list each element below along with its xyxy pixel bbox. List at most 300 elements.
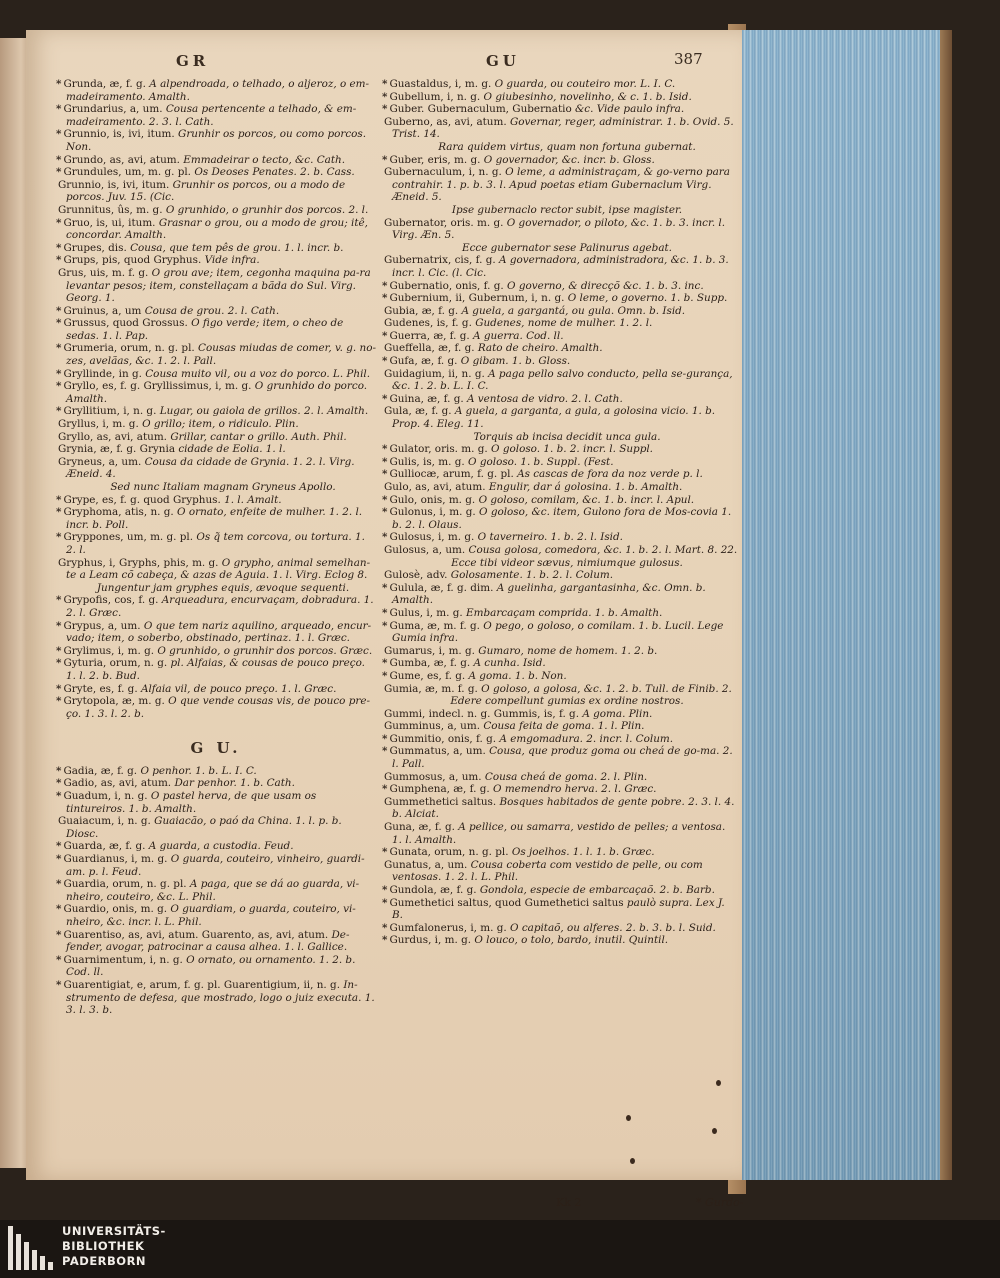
entry-asterisk: * <box>56 367 62 380</box>
entry-asterisk: * <box>382 732 388 745</box>
dictionary-entry <box>56 790 376 815</box>
entry-definition: O memendro herva. 2. l. Græc. <box>493 783 657 796</box>
entry-headword: Gadio, as, avi, atum. <box>63 777 172 790</box>
entry-asterisk: * <box>56 594 62 607</box>
dictionary-entry <box>382 620 738 645</box>
book-page <box>26 30 744 1209</box>
dictionary-entry <box>382 468 738 481</box>
dictionary-entry <box>382 821 738 846</box>
dictionary-entry <box>56 242 376 255</box>
entry-asterisk: * <box>382 934 388 947</box>
entry-asterisk: * <box>56 216 62 229</box>
entry-headword: Grunnio, is, ivi, itum. <box>63 128 175 141</box>
dictionary-entry <box>56 217 376 242</box>
entry-headword: Grype, es, f. g. quod Gryphus. <box>63 493 221 506</box>
page-text <box>56 50 746 1209</box>
quotation-line: Sed nunc Italiam magnam Gryneus Apollo. <box>110 481 336 493</box>
entry-headword: Gurdus, i, m. g. <box>389 934 472 947</box>
entry-headword: Gundola, æ, f. g. <box>389 884 477 896</box>
dictionary-entry <box>382 569 738 582</box>
dictionary-entry <box>382 708 738 721</box>
entry-asterisk: * <box>56 531 62 544</box>
entry-headword: Guna, æ, f. g. <box>384 821 455 834</box>
entry-definition: Emmadeirar o tecto, &c. Cath. <box>183 153 346 166</box>
entry-headword: Gadia, æ, f. g. <box>63 764 138 777</box>
entry-headword: Guardianus, i, m. g. <box>63 853 168 866</box>
entry-asterisk: * <box>56 619 62 632</box>
dictionary-entry <box>56 594 376 619</box>
dictionary-entry <box>56 878 376 903</box>
entry-asterisk: * <box>56 304 62 317</box>
dictionary-entry <box>56 128 376 153</box>
entry-asterisk: * <box>382 783 388 796</box>
entry-headword: Gyturia, orum, n. g. <box>63 657 168 670</box>
dictionary-entry <box>56 557 376 582</box>
book-spine-edge <box>940 30 952 1180</box>
entry-definition: O grypho, animal semelhan-te a Leam cõ cabeça, & azas de Aguia. 1. l. Virg. Eclog 8. <box>66 556 371 582</box>
dictionary-entry <box>56 531 376 556</box>
entry-headword: Gubellum, i, n. g. <box>389 90 481 103</box>
dictionary-entry <box>382 720 738 733</box>
entry-headword: Grussus, quod Grossus. <box>63 317 188 330</box>
dictionary-entry <box>56 695 376 720</box>
entry-asterisk: * <box>56 928 62 941</box>
dictionary-entry <box>382 531 738 544</box>
entry-asterisk: * <box>382 657 388 670</box>
entry-definition: In-strumento de defesa, que mostrado, logo o juiz executa. 1. 3. l. 3. b. <box>66 978 375 1017</box>
quotation-line: Ecce tibi videor sævus, nimiumque gulosus. <box>451 556 683 569</box>
library-name-line3: PADERBORN <box>62 1254 147 1268</box>
entry-definition: Engulir, dar á golosina. 1. b. Amalth. <box>488 481 683 493</box>
entry-asterisk: * <box>382 443 388 456</box>
entry-definition: A guelinha, gargantasinha, &c. Omn. b. Amalth. <box>392 581 706 607</box>
entry-definition: Gudenes, nome de mulher. 1. 2. l. <box>475 317 653 330</box>
dictionary-entry <box>56 267 376 305</box>
entry-definition: A guarda, a custodia. Feud. <box>148 840 294 853</box>
entry-asterisk: * <box>382 392 388 405</box>
dictionary-entry <box>382 393 738 406</box>
quotation-line: Ecce gubernator sese Palinurus agebat. <box>461 241 672 254</box>
entry-headword: Grups, pis, quod Gryphus. <box>63 254 202 267</box>
dictionary-entry <box>382 922 738 935</box>
dictionary-entry <box>382 103 738 116</box>
entry-headword: Grylimus, i, m. g. <box>63 644 155 657</box>
entry-headword: Guastaldus, i, m. g. <box>389 78 492 90</box>
entry-headword: Gummosus, a, um. <box>384 770 482 783</box>
quotation-line: Ipse gubernaclo rector subit, ipse magister. <box>451 203 683 216</box>
dictionary-entry <box>382 305 738 318</box>
entry-asterisk: * <box>56 764 62 777</box>
entry-headword: Gulliocæ, arum, f. g. pl. <box>389 468 514 481</box>
entry-asterisk: * <box>382 846 388 859</box>
entry-definition: O que vende cousas vis, de pouco pre-ço. 1. 3. l. 2. b. <box>66 695 370 720</box>
entry-headword: Guarda, æ, f. g. <box>63 840 146 853</box>
entry-asterisk: * <box>56 380 62 393</box>
entry-definition: O ornato, enfeite de mulher. 1. 2. l. incr. b. Poll. <box>66 506 363 531</box>
dictionary-entry <box>382 934 738 947</box>
entry-headword: Gubernatio, onis, f. g. <box>389 279 504 292</box>
entry-asterisk: * <box>56 405 62 418</box>
entry-headword: Gunata, orum, n. g. pl. <box>389 846 509 859</box>
dictionary-entry <box>56 645 376 658</box>
entry-asterisk: * <box>56 853 62 866</box>
entry-headword: Guardia, orum, n. g. pl. <box>63 878 187 891</box>
dictionary-entry <box>382 796 738 821</box>
entry-headword: Gruo, is, ui, itum. <box>63 216 156 229</box>
entry-asterisk: * <box>56 241 62 254</box>
entry-headword: Grunnio, is, ivi, itum. <box>58 178 170 191</box>
entry-headword: Guarentiso, as, avi, atum. Guarento, as, avi, atum. <box>63 928 329 941</box>
entry-headword: Gufa, æ, f. g. <box>389 355 458 368</box>
dictionary-entry <box>382 481 738 494</box>
dictionary-entry <box>56 254 376 267</box>
entry-asterisk: * <box>56 317 62 330</box>
entry-definition: Grasnar o grou, ou a modo de grou; itê, concordar. Amalth. <box>66 216 368 242</box>
entry-asterisk: * <box>382 619 388 632</box>
entry-headword: Gumarus, i, m. g. <box>384 644 475 657</box>
dictionary-entry <box>382 645 738 658</box>
entry-asterisk: * <box>382 884 388 896</box>
dictionary-entry <box>382 544 738 557</box>
entry-asterisk: * <box>56 166 62 179</box>
entry-headword: Gulosè, adv. <box>384 569 448 582</box>
entry-headword: Guber, eris, m. g. <box>389 153 481 166</box>
entry-asterisk: * <box>382 493 388 506</box>
quotation-line: Torquis ab incisa decidit unca gula. <box>473 430 661 443</box>
dictionary-entry <box>56 657 376 682</box>
entry-headword: Gulo, onis, m. g. <box>389 493 476 506</box>
dictionary-entry <box>382 78 738 91</box>
entry-headword: Gulosus, i, m. g. <box>389 531 475 544</box>
wormhole <box>712 1128 717 1134</box>
entry-headword: Grunda, æ, f. g. <box>63 78 146 90</box>
dictionary-entry <box>382 217 738 242</box>
entry-headword: Gumia, æ, m. f. g. <box>384 682 478 695</box>
entry-headword: Grunnitus, ûs, m. g. <box>58 203 163 216</box>
entry-asterisk: * <box>382 669 388 682</box>
library-logo-icon <box>8 1224 56 1270</box>
entry-headword: Grynia, æ, f. g. Grynia <box>58 443 176 456</box>
running-head-right: GU <box>486 52 520 70</box>
entry-headword: Guaiacum, i, n. g. <box>58 815 151 828</box>
entry-definition: Gumaro, nome de homem. 1. 2. b. <box>478 644 658 657</box>
entry-asterisk: * <box>56 682 62 695</box>
dictionary-entry <box>56 620 376 645</box>
entry-definition: O taverneiro. 1. b. 2. l. Isid. <box>477 531 623 544</box>
dictionary-entry <box>56 765 376 778</box>
entry-headword: Guarentigiat, e, arum, f. g. pl. Guarentigium, ii, n. g. <box>63 978 340 991</box>
dictionary-entry <box>382 280 738 293</box>
entry-definition: Cousa, que tem pês de grou. 1. l. incr. b. <box>130 241 344 254</box>
dictionary-entry <box>382 733 738 746</box>
entry-definition: A goma. 1. b. Non. <box>468 669 567 682</box>
entry-definition: A guela, a gargantá, ou gula. Omn. b. Isid. <box>461 304 686 317</box>
entry-asterisk: * <box>382 78 388 90</box>
entry-headword: Gumphena, æ, f. g. <box>389 783 490 796</box>
wormhole <box>626 1115 631 1121</box>
entry-headword: Gryllo, as, avi, atum. <box>58 430 167 443</box>
dictionary-entry <box>382 657 738 670</box>
entry-asterisk: * <box>56 840 62 853</box>
dictionary-entry <box>382 368 738 393</box>
entry-definition: O pego, o goloso, o comilam. 1. b. Lucil. Lege Gumia infra. <box>392 619 724 645</box>
dictionary-entry <box>382 456 738 469</box>
entry-definition: O guarda, ou couteiro mor. L. I. C. <box>494 78 676 90</box>
entry-definition: Golosamente. 1. b. 2. l. Colum. <box>450 569 614 582</box>
entry-definition: Cousas miudas de comer, v. g. no-zes, avelãas, &c. 1. 2. l. Pall. <box>66 342 376 368</box>
dictionary-entry <box>56 78 376 103</box>
entry-definition: O guardiam, o guarda, couteiro, vi-nheiro, &c. incr. l. L. Phil. <box>66 903 356 928</box>
entry-asterisk: * <box>382 355 388 368</box>
dictionary-entry <box>382 405 738 430</box>
entry-headword: Grypofis, cos, f. g. <box>63 594 159 607</box>
dictionary-entry <box>382 771 738 784</box>
dictionary-entry <box>382 254 738 279</box>
entry-definition: Bosques habitados de gente pobre. 2. 3. l. 4. b. Alciat. <box>392 795 735 821</box>
dictionary-entry <box>56 380 376 405</box>
dictionary-entry <box>382 443 738 456</box>
entry-definition: Grunhir os porcos, ou a modo de porcos. Juv. 15. (Cic. <box>66 178 346 204</box>
dictionary-entry <box>56 853 376 878</box>
entry-headword: Guardio, onis, m. g. <box>63 903 168 916</box>
dictionary-entry <box>382 884 738 897</box>
running-head-left: GR <box>176 52 210 70</box>
entry-definition: Dar penhor. 1. b. Cath. <box>174 777 295 790</box>
entry-definition: O capitaõ, ou alferes. 2. b. 3. b. l. Suid. <box>510 921 716 934</box>
entry-definition: O giubesinho, novelinho, & c. 1. b. Isid. <box>483 90 692 103</box>
entry-headword: Guadum, i, n. g. <box>63 790 148 803</box>
entry-definition: &c. Vide paulo infra. <box>575 103 685 116</box>
entry-headword: Gummatus, a, um. <box>389 745 486 758</box>
entry-headword: Gryllitium, i, n. g. <box>63 405 157 418</box>
dictionary-entry <box>56 204 376 217</box>
entry-definition: O penhor. 1. b. L. I. C. <box>140 764 257 777</box>
dictionary-entry <box>56 954 376 979</box>
entry-definition: O grou ave; item, cegonha maquina pa-ra levantar pesos; item, constellaçam a bãda do Sul. Virg. Georg. 1. <box>66 266 371 305</box>
section-heading: G U. <box>190 739 242 758</box>
entry-definition: De-fender, avogar, patrocinar a causa alhea. 1. l. Gallice. <box>66 928 350 954</box>
entry-asterisk: * <box>56 493 62 506</box>
entry-definition: O goloso, &c. item, Gulono fora de Mos-covia 1. b. 2. l. Olaus. <box>392 506 732 531</box>
entry-definition: A goma. Plin. <box>582 707 653 720</box>
entry-asterisk: * <box>56 128 62 141</box>
entry-asterisk: * <box>382 896 388 909</box>
entry-asterisk: * <box>56 978 62 991</box>
wormhole <box>716 1080 721 1086</box>
entry-headword: Gruinus, a, um <box>63 304 142 317</box>
quotation-line: Edere compellunt gumias ex ordine nostros. <box>450 695 684 708</box>
entry-definition: O gibam. 1. b. Gloss. <box>460 355 571 368</box>
entry-headword: Gumminus, a, um. <box>384 720 480 733</box>
entry-definition: 1. l. Amalt. <box>224 493 282 506</box>
entry-asterisk: * <box>382 531 388 544</box>
dictionary-entry <box>56 929 376 954</box>
dictionary-entry <box>56 777 376 790</box>
entry-definition: O grunhido do porco. Amalth. <box>66 380 368 405</box>
dictionary-entry <box>382 91 738 104</box>
entry-definition: O goloso, a golosa, &c. 1. 2. b. Tull. de Finib. 2. <box>481 682 732 695</box>
entry-definition: Alfaia vil, de pouco preço. 1. l. Græc. <box>140 682 337 695</box>
page-number: 387 <box>674 50 703 68</box>
entry-asterisk: * <box>56 953 62 966</box>
entry-definition: O goloso, comilam, &c. 1. b. incr. l. Apul. <box>478 493 695 506</box>
entry-definition: Cousa coberta com vestido de pelle, ou com ventosas. 1. 2. l. L. Phil. <box>392 858 703 884</box>
quotation-line: Rara quidem virtus, quam non fortuna gubernat. <box>438 140 696 153</box>
entry-definition: O guarda, couteiro, vinheiro, guardi-am. p. l. Feud. <box>66 853 365 878</box>
entry-asterisk: * <box>56 903 62 916</box>
entry-definition: cidade de Eolia. 1. l. <box>178 443 286 456</box>
dictionary-entry <box>382 783 738 796</box>
entry-asterisk: * <box>56 78 62 90</box>
entry-headword: Guma, æ, m. f. g. <box>389 619 480 632</box>
dictionary-entry <box>382 317 738 330</box>
entry-headword: Gryneus, a, um. <box>58 455 142 468</box>
entry-asterisk: * <box>382 745 388 758</box>
catchword: * Gurdo- <box>696 1196 744 1209</box>
entry-headword: Guerra, æ, f. g. <box>389 329 470 342</box>
entry-asterisk: * <box>56 644 62 657</box>
dictionary-entry <box>56 305 376 318</box>
entry-definition: O governador, o piloto, &c. 1. b. 3. incr. l. Virg. Æn. 5. <box>392 216 726 242</box>
quotation-line: Jungentur jam gryphes equis, ævoque sequenti. <box>96 581 350 594</box>
dictionary-entry <box>56 103 376 128</box>
entry-definition: Cousa pertencente a telhado, & em-madeiramento. 2. 3. l. Cath. <box>66 103 357 128</box>
dictionary-entry <box>56 840 376 853</box>
entry-definition: A cunha. Isid. <box>473 657 546 670</box>
entry-asterisk: * <box>382 103 388 116</box>
signature-mark: Kk 2 <box>556 1196 582 1209</box>
entry-headword: Gummethetici saltus. <box>384 795 497 808</box>
entry-headword: Gryllus, i, m. g. <box>58 418 139 431</box>
entry-asterisk: * <box>382 506 388 519</box>
entry-asterisk: * <box>382 153 388 166</box>
left-column <box>56 78 376 1017</box>
entry-headword: Gryphus, i, Gryphs, phis, m. g. <box>58 556 219 569</box>
entry-headword: Gryphoma, atis, n. g. <box>63 506 174 519</box>
entry-headword: Guberno, as, avi, atum. <box>384 115 507 128</box>
dictionary-entry <box>382 745 738 770</box>
dictionary-entry <box>382 846 738 859</box>
entry-headword: Gryllinde, in g. <box>63 367 142 380</box>
entry-asterisk: * <box>382 279 388 292</box>
entry-definition: Cousa muito vil, ou a voz do porco. L. Phil. <box>145 367 371 380</box>
entry-definition: Os joelhos. 1. l. 1. b. Græc. <box>511 846 655 859</box>
entry-asterisk: * <box>56 342 62 355</box>
entry-definition: Grunhir os porcos, ou como porcos. Non. <box>66 128 367 153</box>
entry-definition: O grillo; item, o ridiculo. Plin. <box>142 418 299 431</box>
entry-headword: Gryte, es, f. g. <box>63 682 138 695</box>
entry-headword: Gubernium, ii, Gubernum, i, n. g. <box>389 292 565 305</box>
dictionary-entry <box>56 342 376 367</box>
entry-headword: Gubernator, oris. m. g. <box>384 216 504 229</box>
entry-headword: Gulosus, a, um. <box>384 543 466 556</box>
entry-definition: Os Deoses Penates. 2. b. Cass. <box>194 166 355 179</box>
entry-definition: Os q̃ tem corcova, ou tortura. 1. 2. l. <box>66 531 365 556</box>
entry-asterisk: * <box>382 606 388 619</box>
entry-definition: O leme, a administraçam, & go-verno para contrahir. 1. p. b. 3. l. Apud poetas etiam Gubernaclum Virg. Æneid. 5. <box>392 166 730 204</box>
dictionary-entry <box>382 154 738 167</box>
entry-headword: Gulo, as, avi, atum. <box>384 481 486 493</box>
entry-headword: Grundo, as, avi, atum. <box>63 153 180 166</box>
dictionary-entry <box>382 166 738 204</box>
entry-definition: A emgomadura. 2. incr. l. Colum. <box>499 732 674 745</box>
library-name-line1: UNIVERSITÄTS- <box>62 1224 166 1238</box>
dictionary-entry <box>382 292 738 305</box>
entry-asterisk: * <box>56 777 62 790</box>
entry-definition: O goloso. 1. b. 2. incr. l. Suppl. <box>491 443 653 456</box>
dictionary-entry <box>56 154 376 167</box>
entry-headword: Gubernatrix, cis, f. g. <box>384 254 496 267</box>
entry-headword: Gummi, indecl. n. g. Gummis, is, f. g. <box>384 707 580 720</box>
entry-headword: Gulis, is, m. g. <box>389 455 465 468</box>
entry-headword: Grumeria, orum, n. g. pl. <box>63 342 195 355</box>
entry-headword: Gumba, æ, f. g. <box>389 657 471 670</box>
dictionary-entry <box>56 368 376 381</box>
page-block-edge <box>738 30 944 1180</box>
dictionary-entry <box>382 897 738 922</box>
entry-asterisk: * <box>56 103 62 116</box>
entry-definition: A guela, a garganta, a gula, a golosina vicio. 1. b. Prop. 4. Eleg. 11. <box>392 405 716 431</box>
entry-headword: Grytopola, æ, m. g. <box>63 695 165 708</box>
dictionary-entry <box>56 431 376 444</box>
entry-definition: Embarcaçam comprida. 1. b. Amalth. <box>466 606 663 619</box>
entry-headword: Gudenes, is, f. g. <box>384 317 472 330</box>
entry-asterisk: * <box>56 254 62 267</box>
dictionary-entry <box>382 342 738 355</box>
entry-headword: Grupes, dis. <box>63 241 127 254</box>
entry-definition: A alpendroada, o telhado, o aljeroz, o em-madeiramento. Amalth. <box>66 78 370 103</box>
entry-headword: Gunatus, a, um. <box>384 858 468 871</box>
entry-definition: A governadora, administradora, &c. 1. b. 3. incr. l. Cic. (l. Cic. <box>392 254 729 279</box>
entry-definition: Cousa, que produz goma ou cheá de go-ma. 2. l. Pall. <box>392 745 733 771</box>
entry-headword: Gummitio, onis, f. g. <box>389 732 497 745</box>
entry-definition: O governador, &c. incr. b. Gloss. <box>483 153 655 166</box>
dictionary-entry <box>56 456 376 481</box>
entry-headword: Gumfalonerus, i, m. g. <box>389 921 507 934</box>
entry-definition: Cousa feita de goma. 1. l. Plin. <box>483 720 645 733</box>
dictionary-entry <box>56 903 376 928</box>
entry-headword: Grypus, a, um. <box>63 619 141 632</box>
entry-headword: Gubernaculum, i, n. g. <box>384 166 502 179</box>
entry-definition: O ornato, ou ornamento. 1. 2. b. Cod. ll. <box>66 953 356 979</box>
dictionary-entry <box>56 494 376 507</box>
dictionary-entry <box>56 179 376 204</box>
entry-definition: O louco, o tolo, bardo, inutil. Quintil. <box>474 934 669 947</box>
entry-definition: Cousa cheá de goma. 2. l. Plin. <box>484 770 648 783</box>
entry-asterisk: * <box>56 153 62 166</box>
entry-definition: O governo, & direcçõ &c. 1. b. 3. inc. <box>507 279 704 292</box>
entry-headword: Gulus, i, m. g. <box>389 606 463 619</box>
entry-headword: Guarnimentum, i, n. g. <box>63 953 183 966</box>
entry-headword: Gueffella, æ, f. g. <box>384 342 475 355</box>
dictionary-entry <box>382 116 738 141</box>
entry-headword: Gula, æ, f. g. <box>384 405 452 418</box>
entry-headword: Guber. Gubernaculum, Gubernatio <box>389 103 572 116</box>
entry-definition: As cascas de fora da noz verde p. l. <box>517 468 703 481</box>
entry-asterisk: * <box>382 455 388 468</box>
entry-definition: pl. Alfaias, & cousas de pouco preço. 1. l. 2. b. Bud. <box>66 657 365 682</box>
entry-definition: Lugar, ou gaiola de grillos. 2. l. Amalth. <box>159 405 369 418</box>
entry-definition: A paga pello salvo conducto, pella se-gurança, &c. 1. 2. b. L. I. C. <box>392 367 733 393</box>
dictionary-entry <box>56 815 376 840</box>
dictionary-entry <box>382 607 738 620</box>
dictionary-entry <box>382 683 738 696</box>
entry-definition: Guaiacão, o paó da China. 1. l. p. b. Diosc. <box>66 815 342 840</box>
dictionary-entry <box>382 582 738 607</box>
entry-headword: Grundules, um, m. g. pl. <box>63 166 191 179</box>
entry-definition: Gondola, especie de embarcaçaõ. 2. b. Barb. <box>479 884 715 896</box>
entry-definition: A paga, que se dá ao guarda, vi-nheiro, couteiro, &c. L. Phil. <box>66 878 360 903</box>
